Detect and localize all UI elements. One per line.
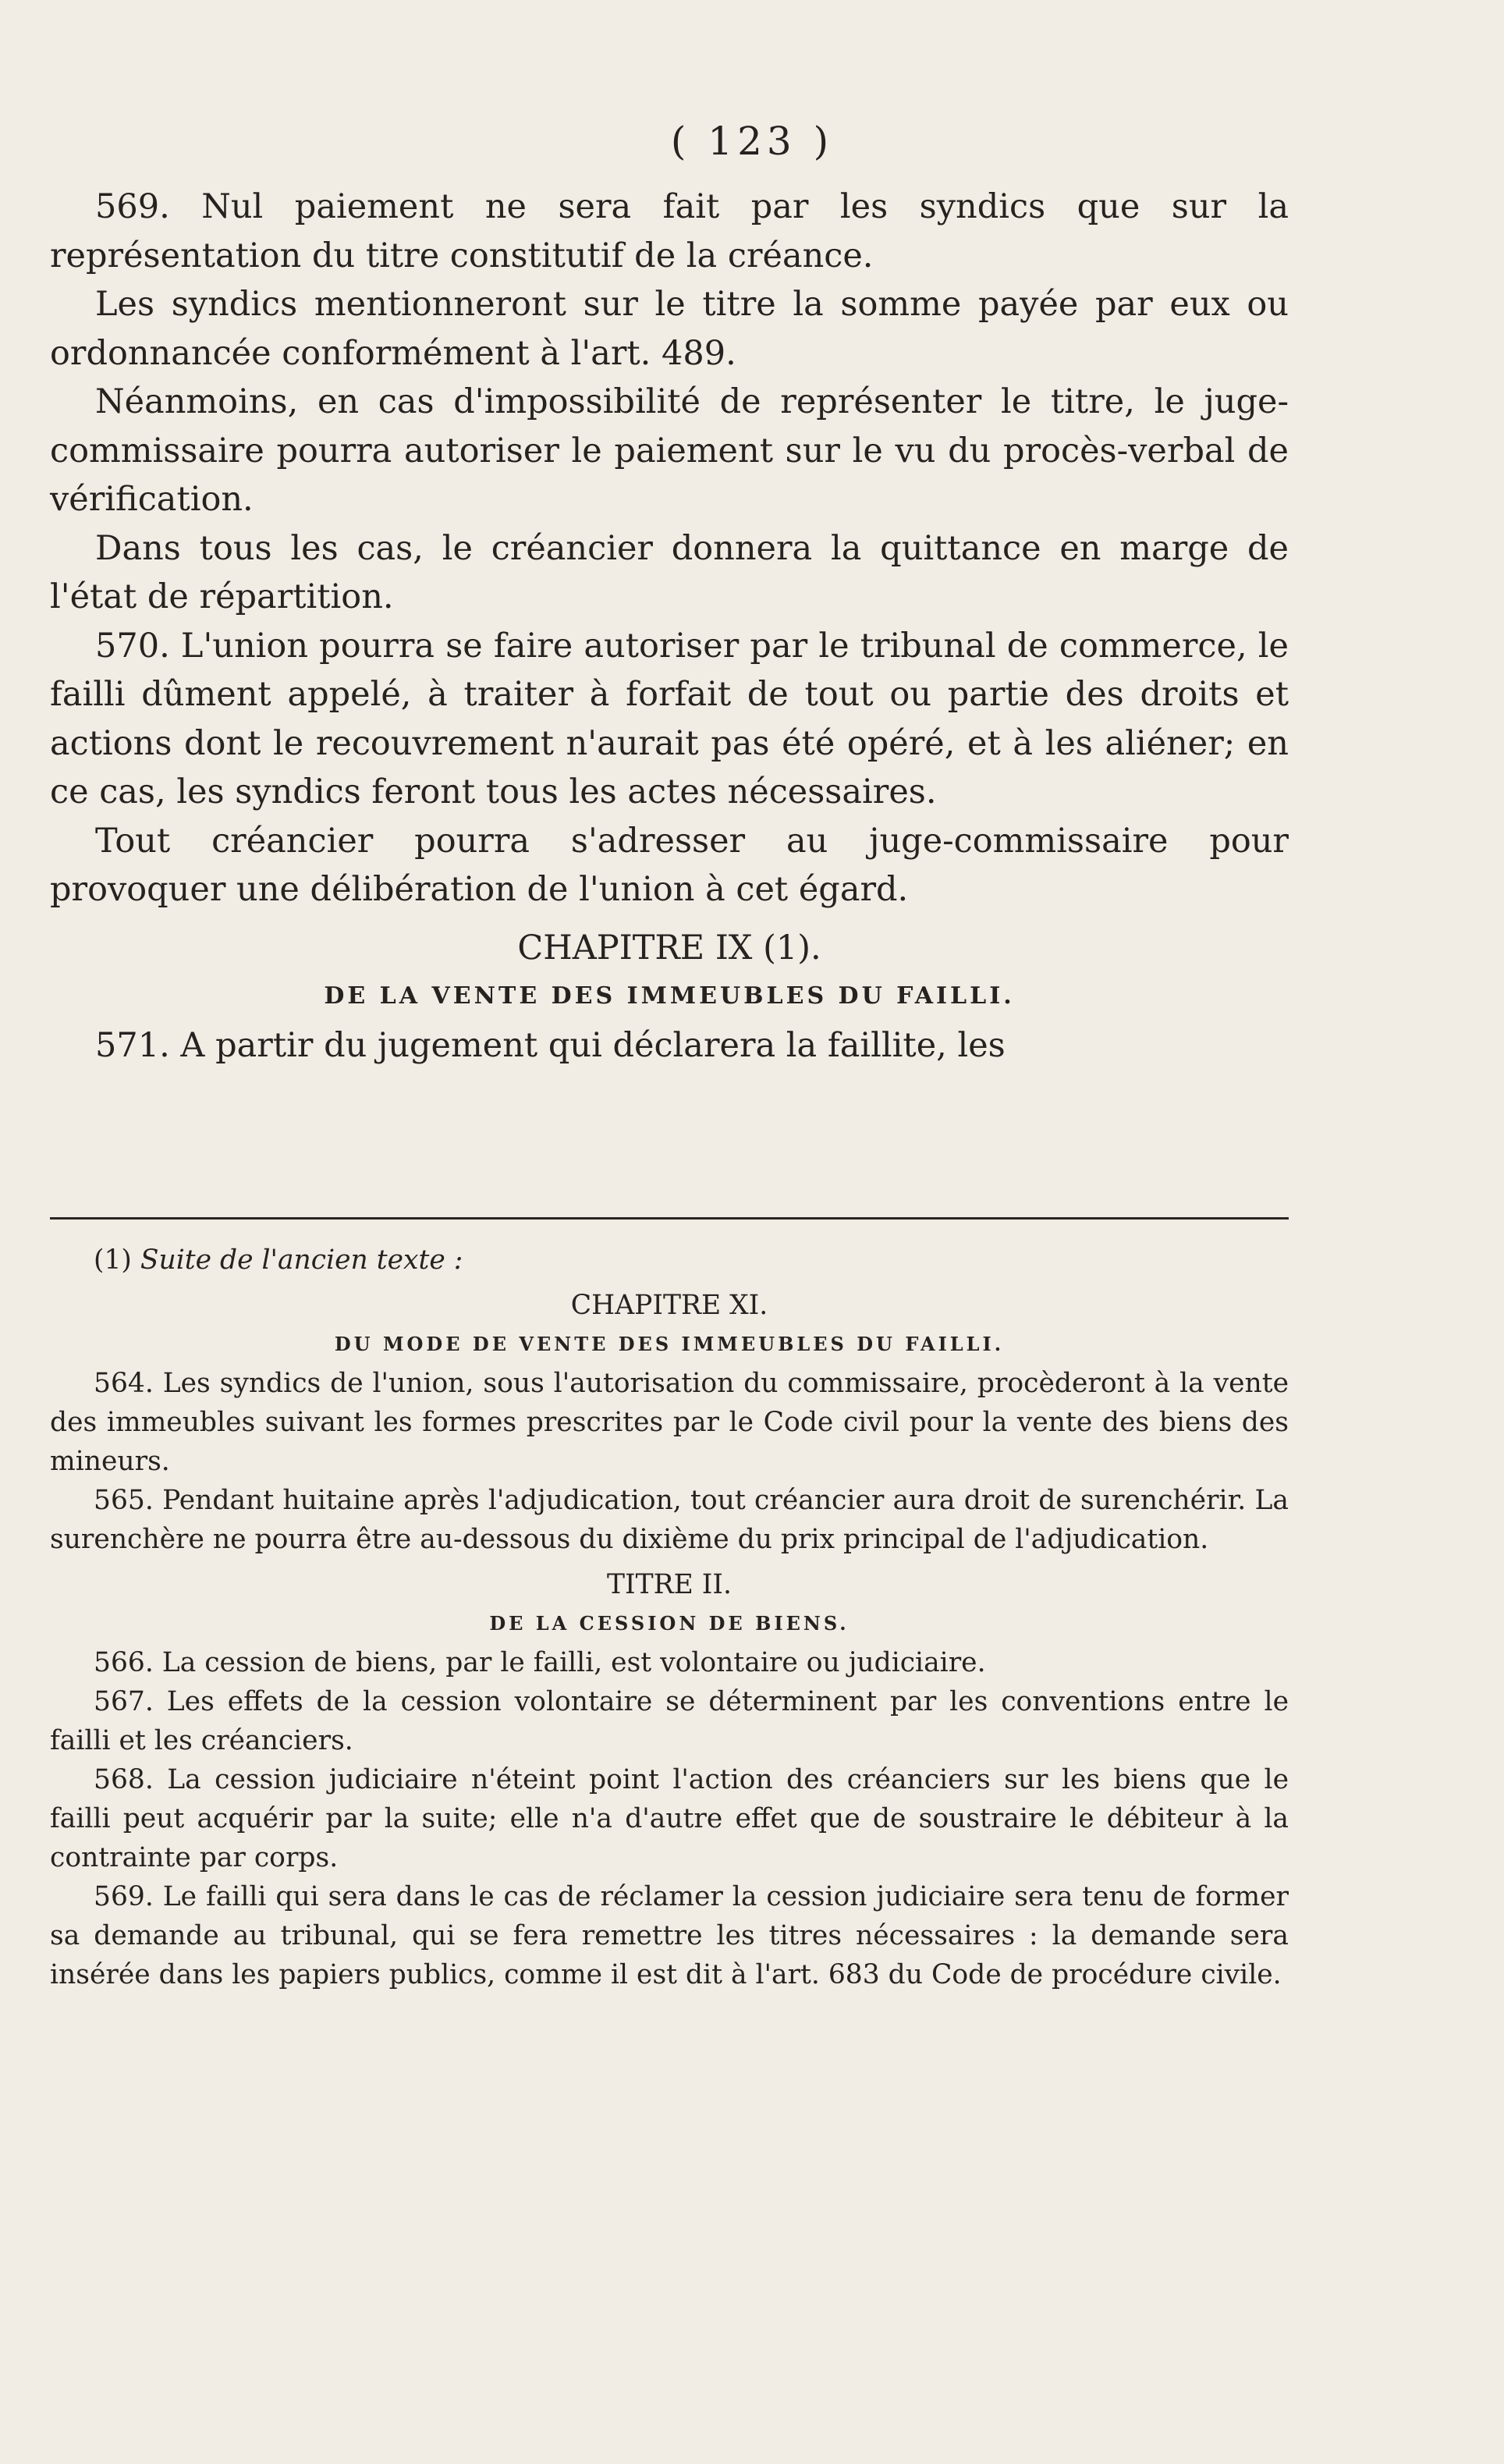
footnote-article-564: 564. Les syndics de l'union, sous l'autorisation du commissaire, procèderont à la vente des immeubles suivant les formes prescrites par le Code civil pour la vente des biens des mineurs. (50, 1368, 1289, 1477)
article-569-paragraph-3: Néanmoins, en cas d'impossibilité de représenter le titre, le juge-commissaire pourra autoriser le paiement sur le vu du procès-verbal de vérification. (50, 382, 1289, 519)
footnote-marker: (1) (94, 1244, 132, 1276)
chapter-title: CHAPITRE IX (1). (517, 928, 821, 967)
footnote-article-569: 569. Le failli qui sera dans le cas de réclamer la cession judiciaire sera tenu de former sa demande au tribunal, qui se fera remettre les titres nécessaires : la demande sera insérée dans les papiers publics, comme il est dit à l'art. 683 du Code de procédure civile. (50, 1881, 1289, 1990)
footnote-separator (50, 1217, 1289, 1220)
section-title: DE LA VENTE DES IMMEUBLES DU FAILLI. (324, 982, 1015, 1010)
footnote-article-567: 567. Les effets de la cession volontaire se déterminent par les conventions entre le failli et les créanciers. (50, 1686, 1289, 1756)
article-571: 571. A partir du jugement qui déclarera la faillite, les (95, 1025, 1006, 1065)
footnote-titre-section: DE LA CESSION DE BIENS. (489, 1612, 850, 1635)
main-text (50, 183, 1289, 1070)
article-570: 570. L'union pourra se faire autoriser par le tribunal de commerce, le failli dûment appelé, à traiter à forfait de tout ou partie des droits et actions dont le recouvrement n'aurait pas été opéré, et à les aliéner; en ce cas, les syndics feront tous les actes nécessaires. (50, 626, 1289, 811)
footnote-intro (50, 1241, 1289, 1280)
footnote-titre-title: TITRE II. (606, 1569, 732, 1600)
article-570-paragraph-2: Tout créancier pourra s'adresser au juge-commissaire pour provoquer une délibération de l'union à cet égard. (50, 821, 1289, 909)
footnote-intro-text: Suite de l'ancien texte : (140, 1244, 463, 1276)
article-569-paragraph-2: Les syndics mentionneront sur le titre la somme payée par eux ou ordonnancée conformément à l'art. 489. (50, 285, 1289, 373)
footnote-article-565: 565. Pendant huitaine après l'adjudication, tout créancier aura droit de surenchérir. La surenchère ne pourra être au-dessous du dixième du prix principal de l'adjudication. (50, 1485, 1289, 1555)
footnote-article-568: 568. La cession judiciaire n'éteint point l'action des créanciers sur les biens que le failli peut acquérir par la suite; elle n'a d'autre effet que de soustraire le débiteur à la contrainte par corps. (50, 1764, 1289, 1873)
page-number: ( 123 ) (670, 119, 834, 164)
article-569: 569. Nul paiement ne sera fait par les syndics que sur la représentation du titre constitutif de la créance. (50, 187, 1289, 275)
footnote-chapter-section: DU MODE DE VENTE DES IMMEUBLES DU FAILLI. (334, 1333, 1005, 1355)
article-569-paragraph-4: Dans tous les cas, le créancier donnera la quittance en marge de l'état de répartition. (50, 528, 1289, 616)
footnote-chapter-title: CHAPITRE XI. (570, 1290, 768, 1321)
footnote (50, 1241, 1289, 1994)
footnote-article-566: 566. La cession de biens, par le failli, est volontaire ou judiciaire. (94, 1647, 986, 1678)
